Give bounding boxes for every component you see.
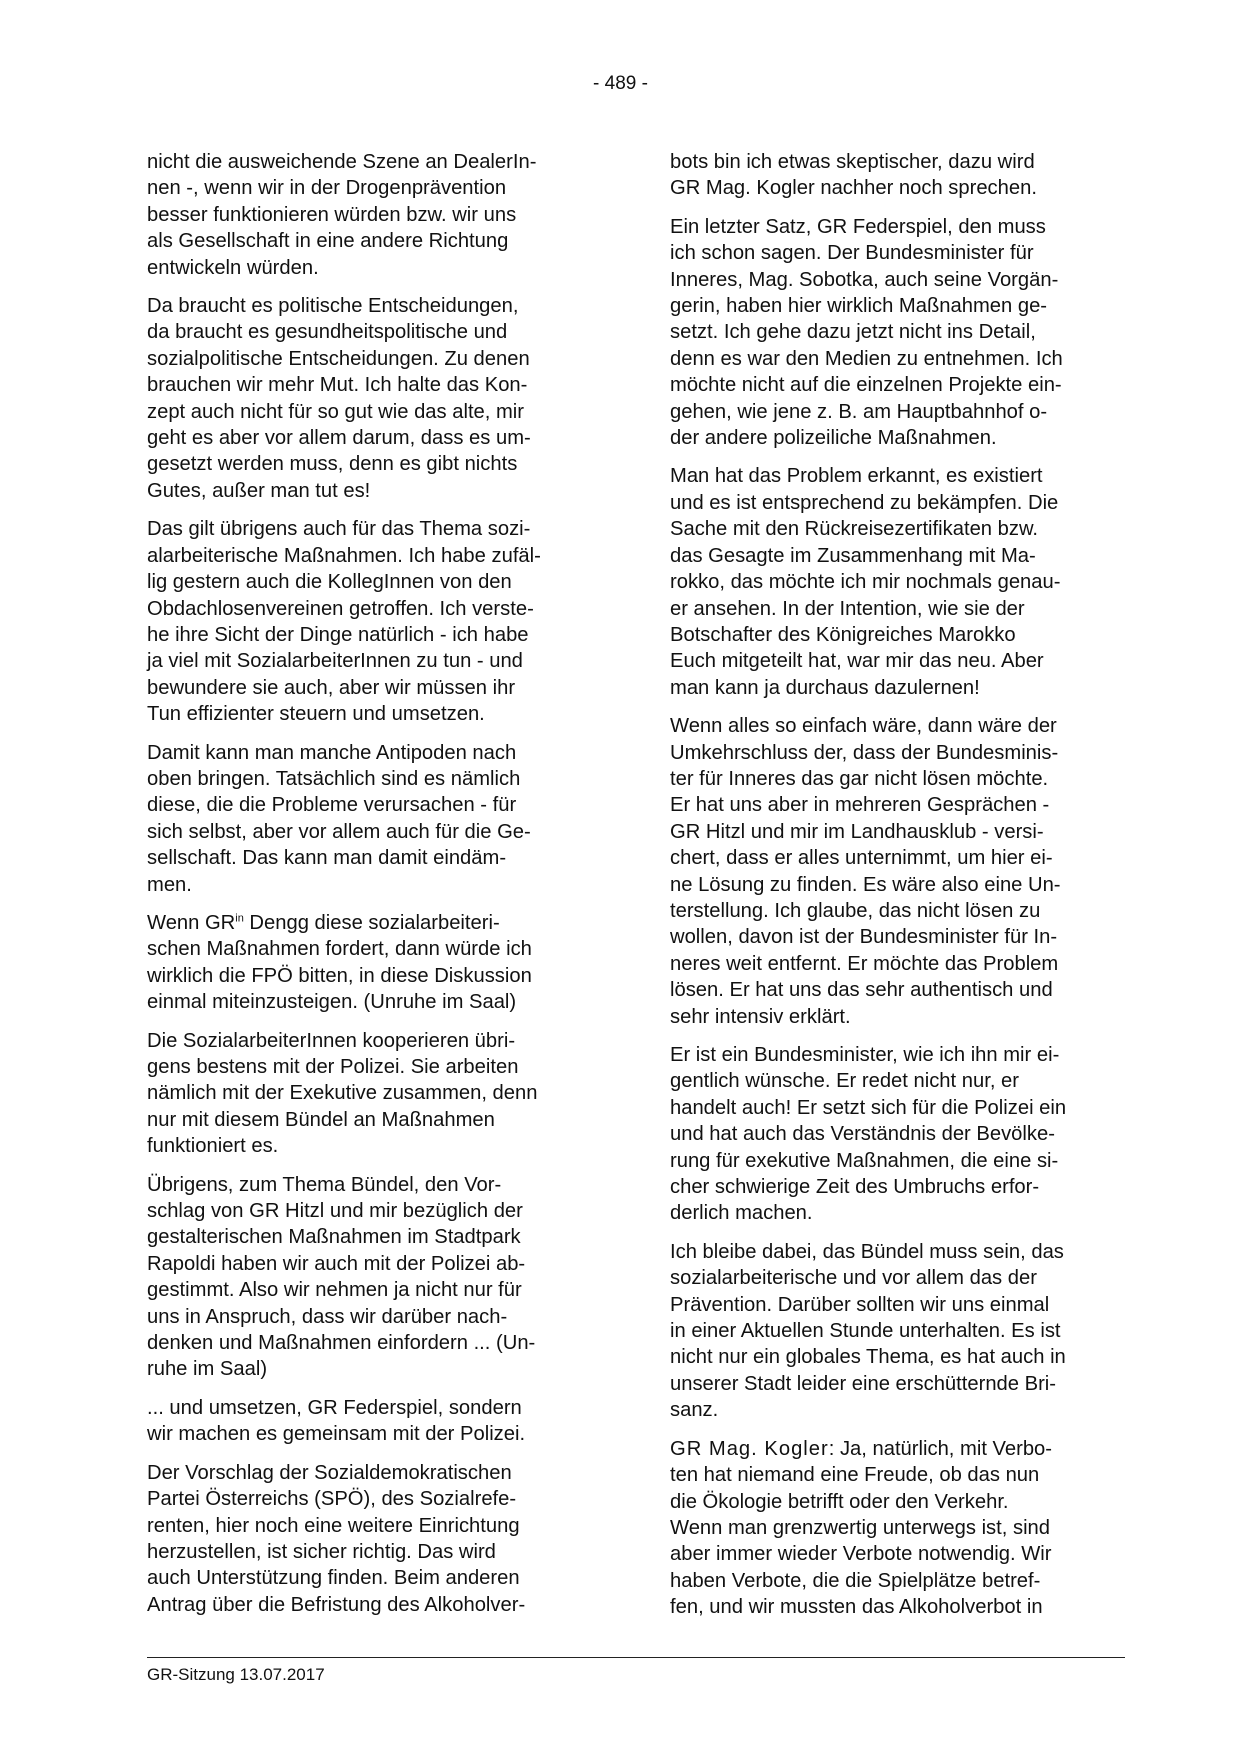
footer-divider <box>147 1657 1125 1658</box>
paragraph-prefix: Wenn GR <box>147 911 236 934</box>
speaker-name: GR Mag. Kogler <box>670 1437 829 1460</box>
paragraph: bots bin ich etwas skeptischer, dazu wird GR Mag. Kogler nachher noch sprechen. <box>670 151 1037 200</box>
paragraph <box>147 910 595 1016</box>
right-column <box>670 149 1118 1633</box>
paragraph: ... und umsetzen, GR Federspiel, sondern wir machen es gemeinsam mit der Polizei. <box>147 1396 526 1446</box>
paragraph: Das gilt übrigens auch für das Thema sozi- alarbeiterische Maßnahmen. Ich habe zufäl- lig gestern auch die KollegInnen von den Obdachlosenvereinen getroffen. Ich verste- he ihre Sicht der Dinge natürlich - ich habe ja viel mit SozialarbeiterInnen zu tun - und bewundere sie auch, aber wir müssen ihr Tun effizienter steuern und umsetzen. <box>147 518 541 726</box>
paragraph-rest: Dengg diese sozialarbeiteri- schen Maßnahmen fordert, dann würde ich wirklich die FPÖ bitten, in diese Diskussion einmal miteinzusteigen. (Unruhe im Saal) <box>147 911 532 1014</box>
paragraph: Man hat das Problem erkannt, es existiert und es ist entsprechend zu bekämpfen. Die Sache mit den Rückreisezertifikaten bzw. das Gesagte im Zusammenhang mit Ma- rokko, das möchte ich mir nochmals genau- er ansehen. In der Intention, wie sie der Botschafter des Königreiches Marokko Euch mitgeteilt hat, war mir das neu. Aber man kann ja durchaus dazulernen! <box>670 465 1061 699</box>
page-number: - 489 - <box>593 73 648 94</box>
paragraph: Ein letzter Satz, GR Federspiel, den muss ich schon sagen. Der Bundesminister für Inneres, Mag. Sobotka, auch seine Vorgän- gerin, haben hier wirklich Maßnahmen ge- setzt. Ich gehe dazu jetzt nicht ins Detail, denn es war den Medien zu entnehmen. Ich möchte nicht auf die einzelnen Projekte ein- gehen, wie jene z. B. am Hauptbahnhof o- der andere polizeiliche Maßnahmen. <box>670 215 1063 450</box>
paragraph: Der Vorschlag der Sozialdemokratischen Partei Österreichs (SPÖ), des Sozialrefe- renten, hier noch eine weitere Einrichtung herzustellen, ist sicher richtig. Das wird auch Unterstützung finden. Beim anderen Antrag über die Befristung des Alkoholver- <box>147 1461 526 1616</box>
paragraph: Damit kann man manche Antipoden nach oben bringen. Tatsächlich sind es nämlich diese, die die Probleme verursachen - für sich selbst, aber vor allem auch für die Ge- sellschaft. Das kann man damit eindäm- men. <box>147 741 531 896</box>
paragraph: Da braucht es politische Entscheidungen, da braucht es gesundheitspolitische und sozialpolitische Entscheidungen. Zu denen brauchen wir mehr Mut. Ich halte das Kon- zept auch nicht für so gut wie das alte, mir geht es aber vor allem darum, dass es um- gesetzt werden muss, denn es gibt nichts Gutes, außer man tut es! <box>147 295 531 502</box>
paragraph: Er ist ein Bundesminister, wie ich ihn mir ei- gentlich wünsche. Er redet nicht nur, er handelt auch! Er setzt sich für die Polizei ein und hat auch das Verständnis der Bevölke- rung für exekutive Maßnahmen, die eine si- cher schwierige Zeit des Umbruchs erfor- derlich machen. <box>670 1044 1067 1225</box>
footer-session-date: GR-Sitzung 13.07.2017 <box>147 1665 325 1684</box>
superscript: in <box>235 912 244 925</box>
paragraph: Übrigens, zum Thema Bündel, den Vor- schlag von GR Hitzl und mir bezüglich der gestalterischen Maßnahmen im Stadtpark Rapoldi haben wir auch mit der Polizei ab- gestimmt. Also wir nehmen ja nicht nur für uns in Anspruch, dass wir darüber nach- denken und Maßnahmen einfordern ... (Un- ruhe im Saal) <box>147 1173 536 1381</box>
paragraph: nicht die ausweichende Szene an DealerIn- nen -, wenn wir in der Drogenprävention besser funktionieren würden bzw. wir uns als Gesellschaft in eine andere Richtung entwickeln würden. <box>147 151 537 279</box>
left-column <box>147 149 595 1630</box>
paragraph-rest: : Ja, natürlich, mit Verbo- ten hat niemand eine Freude, ob das nun die Ökologie betrifft oder den Verkehr. Wenn man grenzwertig unterwegs ist, sind aber immer wieder Verbote notwendig. Wir haben Verbote, die die Spielplätze betref- fen, und wir mussten das Alkoholverbot in <box>670 1437 1053 1619</box>
paragraph: Wenn alles so einfach wäre, dann wäre der Umkehrschluss der, dass der Bundesminis- ter für Inneres das gar nicht lösen möchte. Er hat uns aber in mehreren Gesprächen - GR Hitzl und mir im Landhausklub - versi- chert, dass er alles unternimmt, um hier ei- ne Lösung zu finden. Es wäre also eine Un- terstellung. Ich glaube, das nicht lösen zu wollen, davon ist der Bundesminister für In- neres weit entfernt. Er möchte das Problem lösen. Er hat uns das sehr authentisch und sehr intensiv erklärt. <box>670 715 1061 1028</box>
paragraph: Die SozialarbeiterInnen kooperieren übri- gens bestens mit der Polizei. Sie arbeiten nämlich mit der Exekutive zusammen, denn nur mit diesem Bündel an Maßnahmen funktioniert es. <box>147 1029 538 1158</box>
paragraph: Ich bleibe dabei, das Bündel muss sein, das sozialarbeiterische und vor allem das der Prävention. Darüber sollten wir uns einmal in einer Aktuellen Stunde unterhalten. Es ist nicht nur ein globales Thema, es hat auch in unserer Stadt leider eine erschütternde Bri- sanz. <box>670 1240 1066 1422</box>
paragraph <box>670 1436 1118 1621</box>
